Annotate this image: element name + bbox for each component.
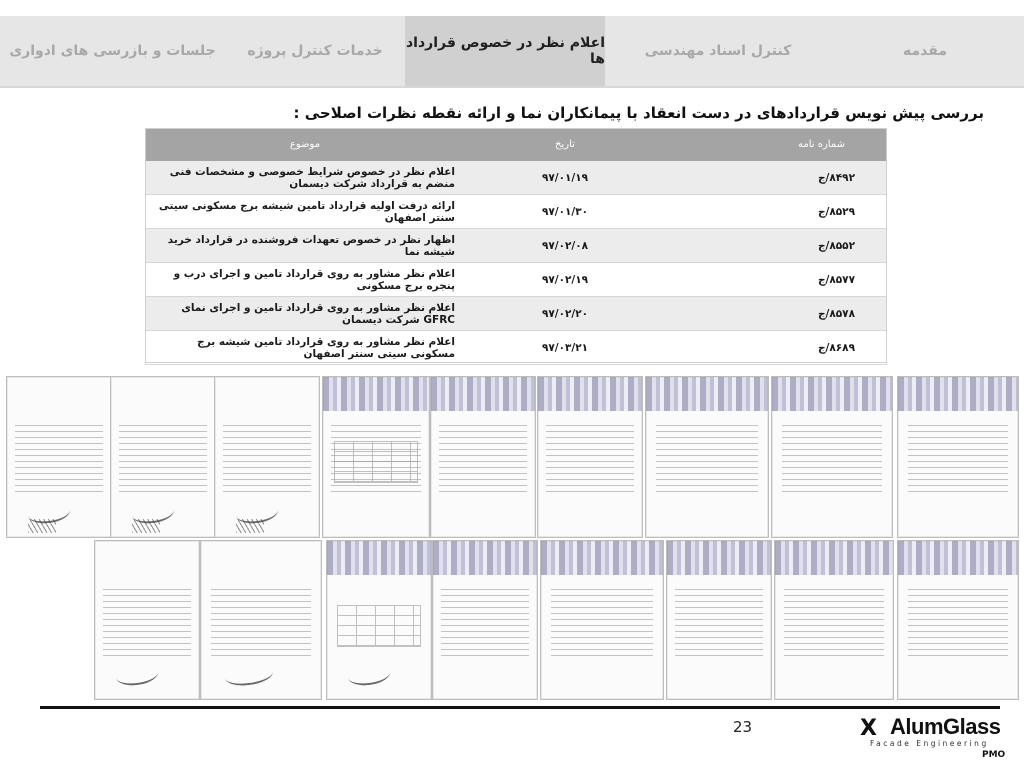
document-thumbnail[interactable] — [771, 376, 893, 538]
signature-scribble — [115, 662, 159, 688]
cell-subject: اعلام نظر مشاور به روی قرارداد تامین و اجرای درب و پنجره برج مسکونی — [145, 263, 495, 297]
document-thumbnail[interactable] — [537, 376, 643, 538]
cell-number: ۸۵۷۸/ج — [635, 297, 887, 331]
seal-mark — [132, 519, 160, 533]
table-row — [145, 331, 887, 365]
tab-khadamat[interactable]: خدمات کنترل پروژه — [247, 43, 383, 59]
table-header-row — [145, 128, 887, 161]
letterhead-band — [538, 377, 642, 411]
document-text-lines — [551, 589, 654, 659]
document-thumbnail[interactable] — [540, 540, 664, 700]
document-thumbnail[interactable] — [214, 376, 320, 538]
letterhead-band — [775, 541, 893, 575]
brand-subtitle: Facade Engineering — [870, 739, 989, 748]
header-number: شماره نامه — [635, 128, 887, 161]
document-text-lines — [675, 589, 762, 659]
document-text-lines — [119, 425, 206, 497]
letterhead-band — [646, 377, 768, 411]
tab-jalasat[interactable]: جلسات و بازرسی های ادواری — [9, 43, 216, 59]
cell-date: ۹۷/۰۲/۰۸ — [495, 229, 635, 263]
tab-divider — [0, 86, 1024, 88]
cell-subject: اعلام نظر مشاور به روی قرارداد تامین شیشه برج مسکونی سیتی سنتر اصفهان — [145, 331, 495, 365]
letterhead-band — [431, 377, 535, 411]
cell-number: ۸۴۹۲/ج — [635, 161, 887, 195]
signature-scribble — [347, 662, 391, 688]
document-thumbnail[interactable] — [897, 376, 1019, 538]
brand-logo — [860, 714, 1010, 762]
page-number: 23 — [733, 718, 753, 736]
document-thumbnail[interactable] — [200, 540, 322, 700]
footer-rule — [40, 706, 1000, 709]
signature-scribble — [224, 662, 274, 688]
brand-name: AlumGlass — [890, 714, 1001, 739]
document-thumbnail[interactable] — [645, 376, 769, 538]
document-thumbnail[interactable] — [430, 376, 536, 538]
seal-mark — [236, 519, 264, 533]
document-thumbnail[interactable] — [322, 376, 430, 538]
cell-number: ۸۶۸۹/ج — [635, 331, 887, 365]
table-row — [145, 161, 887, 195]
letterhead-band — [433, 541, 537, 575]
letterhead-band — [541, 541, 663, 575]
header-subject: موضوع — [145, 128, 495, 161]
cell-date: ۹۷/۰۳/۲۱ — [495, 331, 635, 365]
cell-number: ۸۵۵۲/ج — [635, 229, 887, 263]
document-thumbnail[interactable] — [326, 540, 432, 700]
document-text-lines — [908, 589, 1009, 659]
brand-pmo: PMO — [982, 750, 1006, 760]
document-thumbnail[interactable] — [432, 540, 538, 700]
document-text-lines — [908, 425, 1009, 497]
document-text-lines — [782, 425, 883, 497]
document-text-lines — [439, 425, 526, 497]
cell-date: ۹۷/۰۲/۱۹ — [495, 263, 635, 297]
document-thumbnail[interactable] — [6, 376, 112, 538]
document-text-lines — [103, 589, 190, 659]
letterhead-band — [327, 541, 431, 575]
document-text-lines — [784, 589, 883, 659]
section-heading: بررسی پیش نویس قراردادهای در دست انعقاد با پیمانکاران نما و ارائه نقطه نظرات اصلاحی : — [293, 104, 984, 122]
header-date: تاریخ — [495, 128, 635, 161]
letterhead-band — [772, 377, 892, 411]
document-text-lines — [211, 589, 312, 659]
document-text-lines — [441, 589, 528, 659]
seal-mark — [28, 519, 56, 533]
document-text-lines — [223, 425, 310, 497]
cell-number: ۸۵۷۷/ج — [635, 263, 887, 297]
document-thumbnail[interactable] — [897, 540, 1019, 700]
cell-date: ۹۷/۰۲/۲۰ — [495, 297, 635, 331]
cell-number: ۸۵۲۹/ج — [635, 195, 887, 229]
document-mini-table — [337, 605, 420, 647]
tab-bar — [0, 16, 1024, 86]
brand-mark-icon: X — [860, 716, 877, 741]
document-text-lines — [656, 425, 759, 497]
table-row — [145, 229, 887, 263]
cell-date: ۹۷/۰۱/۳۰ — [495, 195, 635, 229]
cell-subject: اظهار نظر در خصوص تعهدات فروشنده در قرارداد خرید شیشه نما — [145, 229, 495, 263]
document-thumbnail[interactable] — [666, 540, 772, 700]
letterhead-band — [323, 377, 429, 411]
table-row — [145, 195, 887, 229]
document-text-lines — [546, 425, 633, 497]
table-row — [145, 297, 887, 331]
cell-subject: اعلام نظر مشاور به روی قرارداد تامین و اجرای نمای GFRC شرکت دیسمان — [145, 297, 495, 331]
cell-date: ۹۷/۰۱/۱۹ — [495, 161, 635, 195]
letterhead-band — [898, 377, 1018, 411]
cell-subject: ارائه درفت اولیه قرارداد تامین شیشه برج مسکونی سیتی سنتر اصفهان — [145, 195, 495, 229]
tab-muqaddame[interactable]: مقدمه — [903, 43, 947, 59]
tab-elam-nazar[interactable]: اعلام نظر در خصوص قرارداد ها — [405, 16, 605, 86]
letterhead-band — [898, 541, 1018, 575]
cell-subject: اعلام نظر در خصوص شرایط خصوصی و مشخصات فنی منضم به قرارداد شرکت دیسمان — [145, 161, 495, 195]
document-thumbnail[interactable] — [110, 376, 216, 538]
letters-table — [145, 128, 887, 365]
tab-kontrol-asnad[interactable]: کنترل اسناد مهندسی — [644, 43, 792, 59]
document-thumbnail[interactable] — [94, 540, 200, 700]
table-row — [145, 263, 887, 297]
document-mini-table — [334, 441, 419, 483]
document-thumbnail[interactable] — [774, 540, 894, 700]
letterhead-band — [667, 541, 771, 575]
document-text-lines — [15, 425, 102, 497]
